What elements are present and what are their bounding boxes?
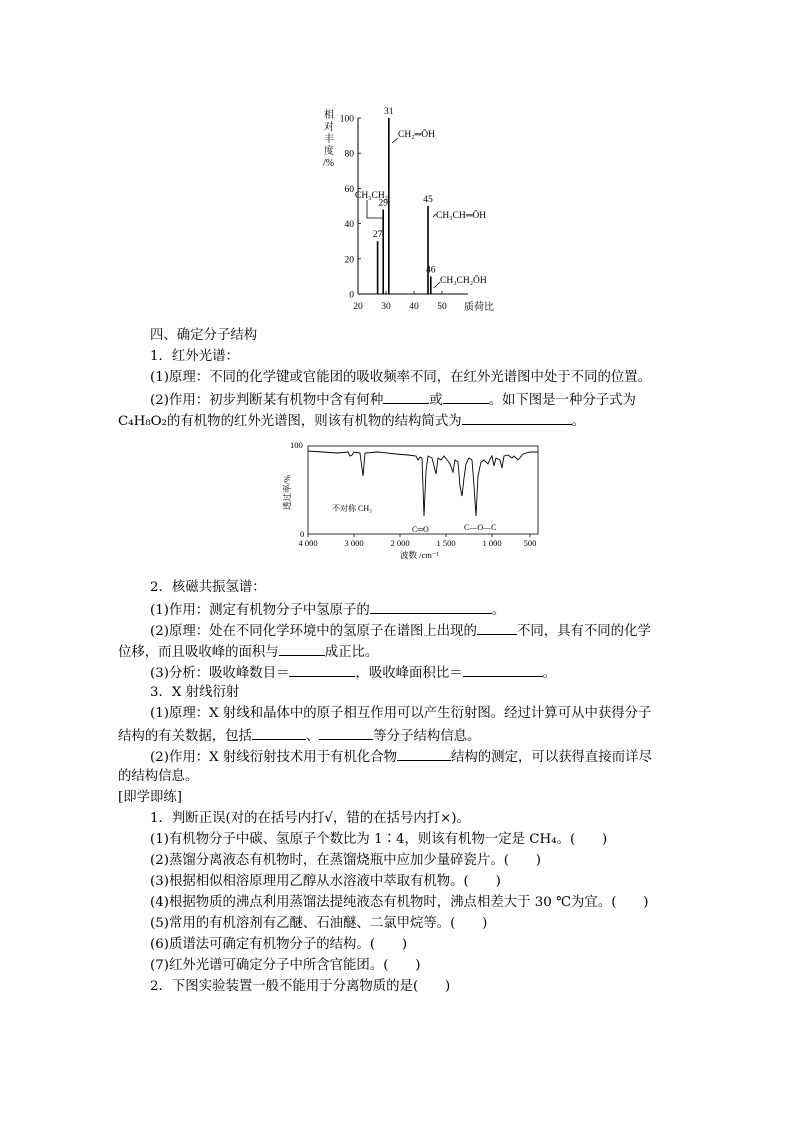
section-4-title: 四、确定分子结构	[150, 328, 258, 343]
nmr-blank-5[interactable]	[463, 662, 543, 677]
ir-function	[150, 389, 636, 411]
xray-function	[150, 746, 652, 768]
question-1-3: (3)根据相似相溶原理用乙醇从水溶液中萃取有机物。( )	[150, 874, 501, 889]
ms-ytick-label: 100	[339, 114, 354, 125]
xray-principle-a: 结构的有关数据，包括	[118, 729, 252, 744]
ms-ann-46: CH₃CH₂ŌH	[440, 276, 487, 286]
ir-function-c: 。如下图是一种分子式为	[488, 393, 636, 408]
ir-spectrum-chart	[278, 436, 548, 564]
nmr-analysis-b: ，吸收峰面积比＝	[355, 666, 463, 681]
ms-ytick-label: 80	[344, 149, 354, 160]
nmr-blank-2[interactable]	[477, 620, 517, 635]
question-1-2: (2)蒸馏分离液态有机物时，在蒸馏烧瓶中应加少量碎瓷片。( )	[150, 853, 541, 868]
ms-ylabel-1: 相	[324, 110, 334, 121]
xray-function-cont: 的结构信息。	[118, 769, 199, 784]
question-1-1: (1)有机物分子中碳、氢原子个数比为 1∶4，则该有机物一定是 CH₄。( )	[150, 832, 608, 847]
ms-ylabel-4: 度	[324, 146, 334, 157]
nmr-principle-cont	[118, 641, 378, 663]
ir-function-b: 或	[429, 393, 443, 408]
ms-ytick-label: 20	[344, 255, 354, 266]
nmr-analysis	[150, 662, 556, 684]
xray-principle-cont	[118, 725, 480, 747]
ir-xtick-label: 4 000	[298, 538, 318, 548]
question-1-6: (6)质谱法可确定有机物分子的结构。( )	[150, 937, 408, 952]
ir-xtick-label: 1 000	[482, 538, 502, 548]
xray-function-b: 结构的测定，可以获得直接而详尽	[451, 750, 652, 765]
nmr-analysis-c: 。	[542, 666, 556, 681]
ir-blank-3[interactable]	[462, 410, 572, 425]
xray-principle-b: 、	[305, 729, 320, 744]
question-2: 2．下图实验装置一般不能用于分离物质的是( )	[150, 979, 451, 994]
ir-xtick-label: 3 000	[344, 538, 364, 548]
mass-spectrum-chart	[318, 96, 518, 318]
question-1: 1．判断正误(对的在括号内打√，错的在括号内打×)。	[150, 811, 470, 826]
ir-xtick-label: 2 000	[390, 538, 410, 548]
ms-ytick-label: 0	[349, 290, 354, 301]
nmr-principle-b: 不同，具有不同的化学	[516, 624, 651, 639]
nmr-principle-d: 成正比。	[324, 645, 379, 660]
ms-ylabel-3: 丰	[324, 134, 334, 145]
nmr-function-b: 。	[491, 603, 506, 618]
ms-ytick-label: 60	[344, 184, 354, 195]
nmr-principle	[150, 620, 651, 642]
ms-peak-label-31: 31	[384, 107, 394, 117]
nmr-analysis-a: (3)分析：吸收峰数目＝	[150, 666, 290, 681]
xray-principle: (1)原理：X 射线和晶体中的原子相互作用可以产生衍射图。经过计算可从中获得分子	[150, 706, 652, 721]
question-1-7: (7)红外光谱可确定分子中所含官能团。( )	[150, 958, 421, 973]
ir-ytick-100: 100	[290, 440, 303, 450]
ir-formula-end: 。	[571, 414, 585, 429]
xray-blank-1[interactable]	[252, 725, 306, 740]
ir-xtick-label: 500	[523, 538, 537, 548]
ir-function-a: (2)作用：初步判断某有机物中含有何种	[150, 393, 384, 408]
ms-xlabel: 质荷比	[464, 302, 494, 313]
ir-ann-coc: C—O—C	[464, 523, 497, 532]
xray-principle-c: 等分子结构信息。	[373, 729, 481, 744]
ms-xtick-label: 20	[353, 302, 363, 312]
ir-blank-1[interactable]	[383, 389, 429, 404]
ir-blank-2[interactable]	[443, 389, 489, 404]
ms-ylabel-5: /%	[323, 158, 335, 169]
nmr-principle-a: (2)原理：处在不同化学环境中的氢原子在谱图上出现的	[150, 624, 477, 639]
ms-peak-label-27: 27	[372, 230, 383, 241]
xray-blank-3[interactable]	[397, 746, 451, 761]
nmr-blank-3[interactable]	[279, 641, 325, 656]
nmr-title: 2．核磁共振氢谱：	[150, 580, 266, 595]
ms-xtick-label: 30	[381, 302, 391, 312]
ms-ylabel-2: 对	[324, 122, 334, 133]
ir-ann-ch3: 不对称 CH₃	[332, 504, 372, 513]
nmr-blank-4[interactable]	[289, 662, 355, 677]
ir-function-cont	[118, 410, 585, 432]
ir-xtick-label: 1 500	[436, 538, 456, 548]
ms-ann-31: CH₂═ŌH	[398, 130, 435, 140]
ms-ann-45: CH₃CH═ŌH	[436, 211, 487, 221]
ms-xtick-label: 50	[437, 302, 447, 312]
nmr-function-a: (1)作用：测定有机物分子中氢原子的	[150, 603, 370, 618]
ms-ytick-label: 40	[344, 220, 354, 231]
ir-formula-text: C₄H₈O₂的有机物的红外光谱图，则该有机物的结构简式为	[118, 414, 462, 429]
ir-xlabel: 波数 /cm⁻¹	[400, 550, 439, 560]
ms-ann-31-arrow	[392, 138, 398, 143]
ir-title: 1．红外光谱：	[150, 349, 239, 364]
ms-xtick-label: 40	[409, 302, 419, 312]
ir-x-ticks	[298, 534, 536, 548]
ir-ann-co: C═O	[412, 525, 429, 534]
practice-heading: [即学即练]	[118, 790, 183, 805]
ms-peak-label-46: 46	[426, 265, 436, 276]
ms-peak-label-29: 29	[378, 198, 388, 209]
question-1-4: (4)根据物质的沸点利用蒸馏法提纯液态有机物时，沸点相差大于 30 ℃为宜。( )	[150, 895, 649, 910]
xray-blank-2[interactable]	[319, 725, 373, 740]
xray-title: 3．X 射线衍射	[150, 685, 240, 700]
ms-peak-label-45: 45	[423, 195, 433, 205]
ms-ann-29: CH₃CH₂	[355, 191, 389, 201]
ir-ylabel: 透过率/%	[282, 475, 292, 510]
question-1-5: (5)常用的有机溶剂有乙醚、石油醚、二氯甲烷等。( )	[150, 916, 488, 931]
nmr-function	[150, 599, 505, 621]
nmr-blank-1[interactable]	[370, 599, 492, 614]
xray-function-a: (2)作用：X 射线衍射技术用于有机化合物	[150, 750, 398, 765]
ir-principle: (1)原理：不同的化学键或官能团的吸收频率不同，在红外光谱图中处于不同的位置。	[150, 370, 652, 385]
ir-ytick-0: 0	[300, 529, 305, 539]
nmr-principle-c: 位移，而且吸收峰的面积与	[118, 645, 279, 660]
